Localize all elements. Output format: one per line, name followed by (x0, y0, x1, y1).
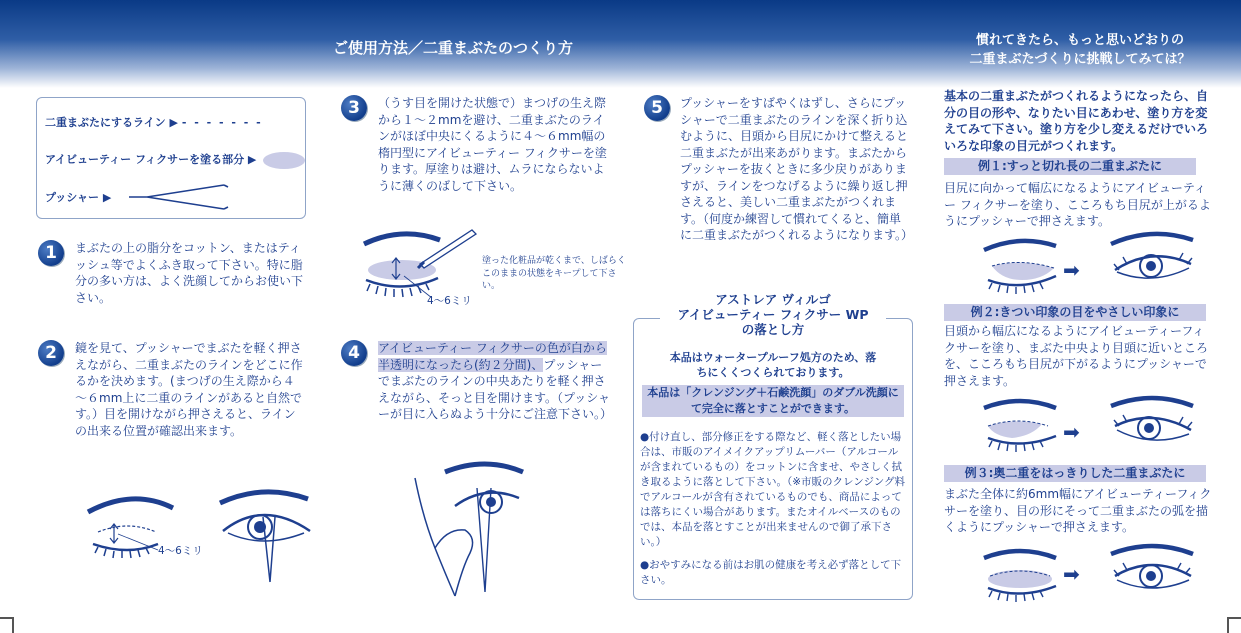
arrow-icon-2: ➡ (1063, 420, 1080, 444)
step-2-text: 鏡を見て、プッシャーでまぶたを軽く押さえながら、二重まぶたのラインをどこに作るかを決めます。(まつげの生え際から４～６mm上に二重のラインがあると自然です。）目を開けながら押さえると、ラインの出来る位置が確認出来ます。 (75, 341, 303, 438)
step-3-badge: 3 (341, 95, 367, 121)
example-2-text: 目頭から幅広になるようにアイビューティーフィクサーを塗り、まぶた中央より目頭に近いところを、こころもち目尻が下がるようにプッシャーで押さえます。 (944, 324, 1209, 388)
fixer-oval-icon (263, 152, 305, 169)
step-4-badge: 4 (341, 340, 367, 366)
step-4-text: アイビューティー フィクサーの色が白から半透明になったら(約２分間)、プッシャーでまぶたのラインの中央あたりを軽く押さえながら、そっと目を開けます。（プッシャーが目に入らぬよう十分にご注意下さい。） (378, 341, 613, 421)
example-1-text: 目尻に向かって幅広になるようにアイビューティー フィクサーを塗り、こころもち目尻が上がるようにプッシャーで押さえます。 (944, 181, 1211, 228)
open-eye-pusher-illustration (218, 487, 318, 587)
example-1-before-eye (982, 236, 1062, 296)
step-1-text: まぶたの上の脂分をコットン、またはティッシュ等でよくふき取って下さい。特に脂分の多い方は、よく洗顔してからお使い下さい。 (75, 241, 304, 305)
example-2-after-eye (1107, 394, 1197, 454)
arrow-icon-1: ➡ (1063, 258, 1080, 282)
legend-fixer: アイビューティー フィクサーを塗る部分 ▶ (45, 151, 305, 169)
removal-heading: アストレア ヴィルゴ アイビューティー フィクサー WP の落とし方 (660, 292, 886, 337)
advanced-title: 慣れてきたら、もっと思いどおりの 二重まぶたづくりに挑戦してみては？ (969, 33, 1191, 67)
mm-label-step2: 4～6ミリ (158, 545, 203, 557)
legend-line: 二重まぶたにするライン ▶ - - - - - - - (45, 116, 263, 129)
example-3-title: 例３:奥二重をはっきりした二重まぶたに (944, 465, 1206, 482)
example-2-before-eye (982, 396, 1062, 456)
step-1-badge: 1 (38, 240, 64, 266)
advanced-intro: 基本の二重まぶたがつくれるようになったら、自分の目の形や、なりたい目にあわせ、塗り方を変えてみて下さい。塗り方を少し変えるだけでいろいろな印象の目元がつくれます。 (944, 89, 1209, 153)
example-2-title: 例２:きつい印象の目をやさしい印象に (944, 304, 1206, 321)
example-1-title: 例１:すっと切れ長の二重まぶたに (944, 158, 1196, 175)
dry-note: 塗った化粧品が乾くまで、しばらくこのままの状態をキープして下さい。 (482, 256, 626, 291)
example-3-before-eye (982, 546, 1062, 606)
closed-eye-illustration (88, 492, 208, 572)
example-3-after-eye (1107, 542, 1197, 602)
removal-intro: 本品はウォータープルーフ処方のため、落ちにくくつくられております。 (669, 351, 877, 379)
arrow-icon-3: ➡ (1063, 562, 1080, 586)
pusher-icon (129, 183, 229, 211)
usage-title: ご使用方法／二重まぶたのつくり方 (333, 39, 574, 57)
step-3-text: （うす目を開けた状態で）まつげの生え際から１～２mmを避け、二重まぶたのラインがほぼ中央にくるように４～６mm幅の楕円型にアイビューティー フィクサーを塗ります。厚塗りは避け、ムラにならないように薄くのばして下さい。 (378, 96, 607, 193)
example-1-after-eye (1107, 232, 1197, 292)
removal-bullet-1: ●付け直し、部分修正をする際など、軽く落としたい場合は、市販のアイメイクアップリムーバー（アルコールが含まれているもの）をコットンに含ませ、やさしく拭き取るように落として下さい。（※市販のクレンジング料でアルコールが含有されているものでも、商品によっては落ちにくい場合があります。またオイルベースのものでは、本品を落とすことが出来ませんので御了承下さい。） (640, 431, 906, 548)
example-3-text: まぶた全体に約6mm幅にアイビューティーフィクサーを塗り、目の形にそって二重まぶたの弧を描くようにプッシャーで押さえます。 (944, 487, 1212, 534)
dashed-line-icon: - - - - - - - (181, 116, 263, 129)
legend-pusher: プッシャー ▶ (45, 191, 112, 204)
finger-pusher-illustration (415, 458, 525, 598)
removal-bullet-2: ●おやすみになる前はお肌の健康を考え必ず落として下さい。 (640, 559, 902, 586)
mm-label-step3: 4～6ミリ (427, 295, 472, 307)
step-5-text: プッシャーをすばやくはずし、さらにプッシャーで二重まぶたのラインを深く折り込むように、目頭から目尻にかけて整えると二重まぶたが出来あがります。まぶたからプッシャーを抜くときに多少戻りがありますが、ラインをつなげるように繰り返し押さえると、美しい二重まぶたがつくれます。（何度か練習して慣れてくると、簡単に二重まぶたがつくれるようになります。） (680, 96, 914, 242)
legend-box (36, 97, 306, 219)
removal-highlight: 本品は「クレンジング＋石鹸洗顔」のダブル洗顔にて完全に落とすことができます。 (642, 385, 904, 417)
step-2-badge: 2 (38, 340, 64, 366)
step-5-badge: 5 (644, 95, 670, 121)
